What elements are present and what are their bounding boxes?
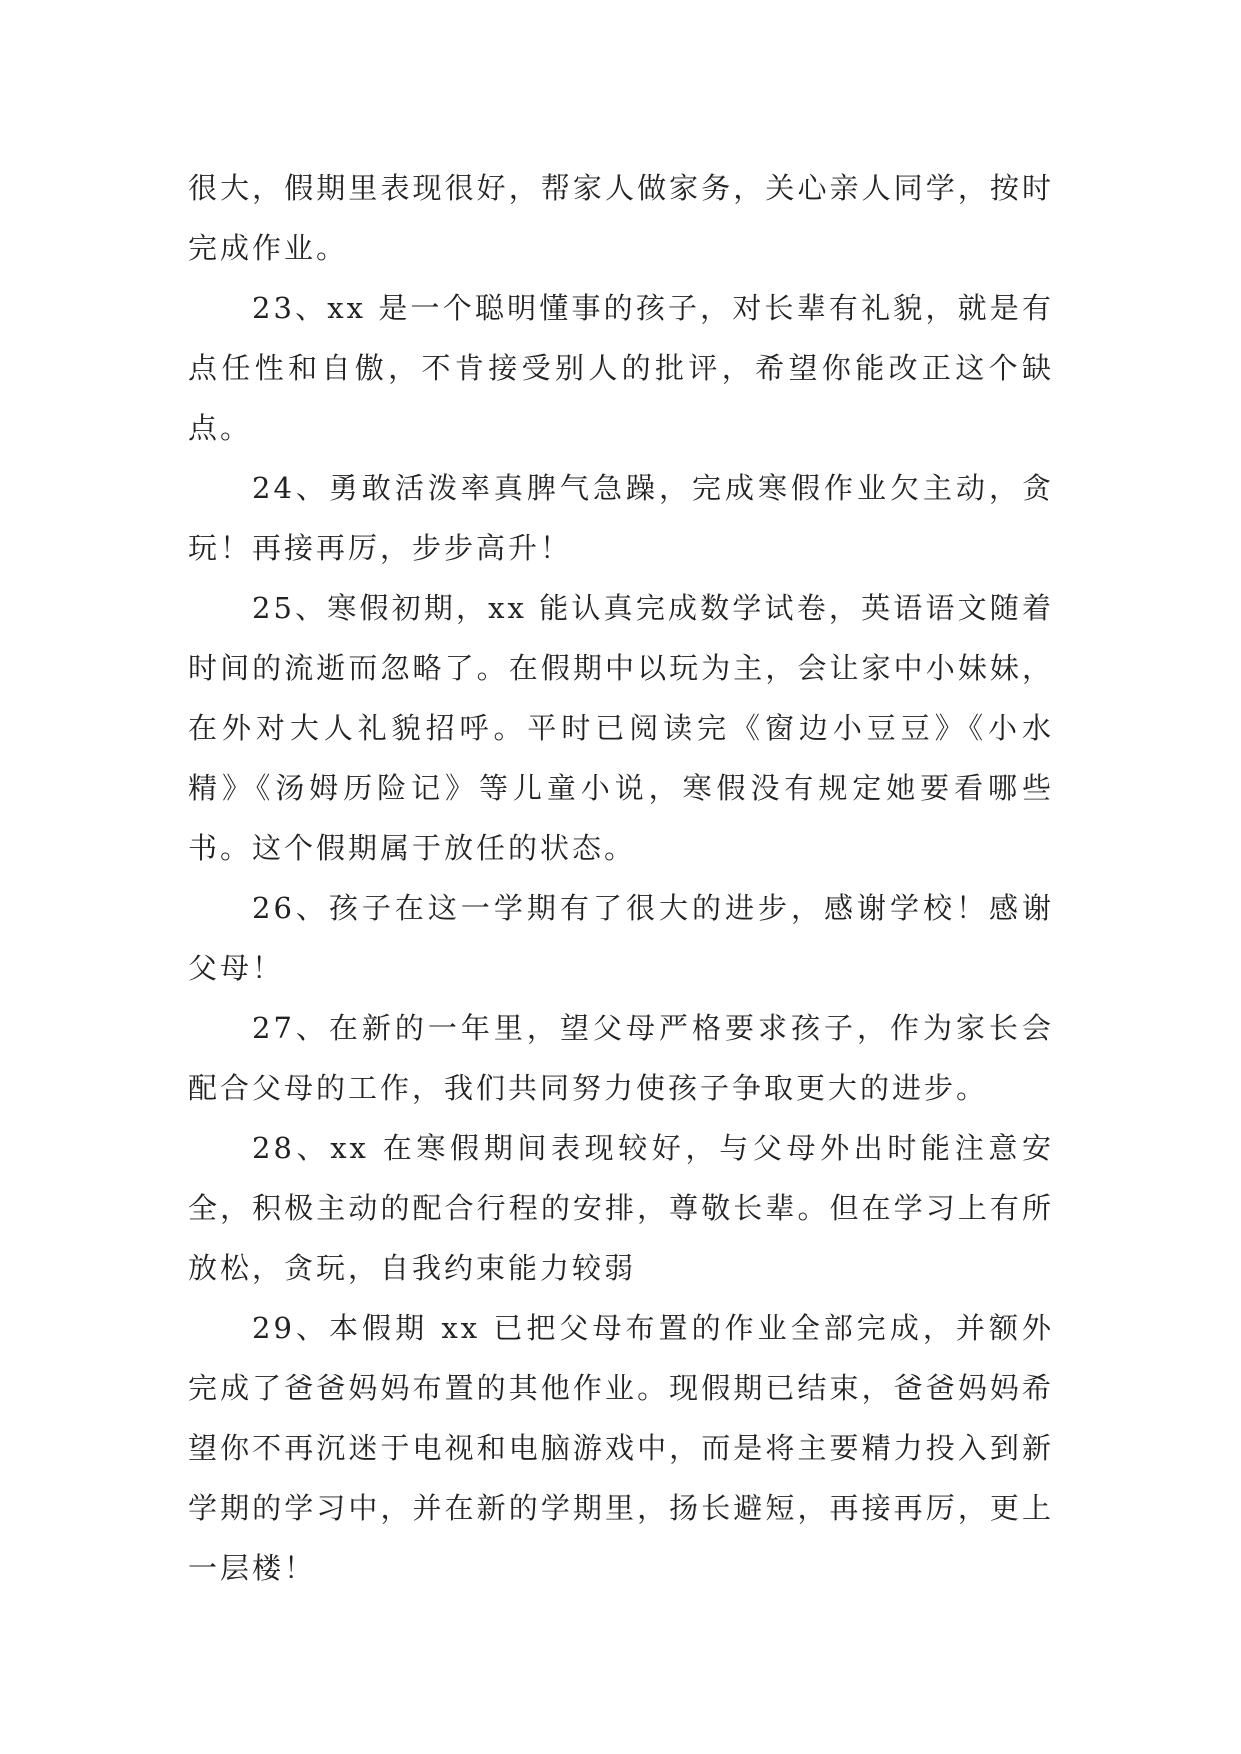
document-body [188, 158, 1054, 1598]
paragraph-28: 28、xx 在寒假期间表现较好，与父母外出时能注意安全，积极主动的配合行程的安排，尊敬长辈。但在学习上有所放松，贪玩，自我约束能力较弱 [188, 1131, 1054, 1285]
paragraph-continuation: 很大，假期里表现很好，帮家人做家务，关心亲人同学，按时完成作业。 [188, 171, 1054, 265]
paragraph-24: 24、勇敢活泼率真脾气急躁，完成寒假作业欠主动，贪玩！再接再厉，步步高升！ [188, 471, 1054, 565]
paragraph-29: 29、本假期 xx 已把父母布置的作业全部完成，并额外完成了爸爸妈妈布置的其他作业。现假期已结束，爸爸妈妈希望你不再沉迷于电视和电脑游戏中，而是将主要精力投入到新学期的学习中，并在新的学期里，扬长避短，再接再厉，更上一层楼！ [188, 1311, 1054, 1585]
paragraph-27: 27、在新的一年里，望父母严格要求孩子，作为家长会配合父母的工作，我们共同努力使孩子争取更大的进步。 [188, 1011, 1054, 1105]
paragraph-23: 23、xx 是一个聪明懂事的孩子，对长辈有礼貌，就是有点任性和自傲，不肯接受别人的批评，希望你能改正这个缺点。 [188, 291, 1054, 445]
paragraph-25: 25、寒假初期，xx 能认真完成数学试卷，英语语文随着时间的流逝而忽略了。在假期中以玩为主，会让家中小妹妹，在外对大人礼貌招呼。平时已阅读完《窗边小豆豆》《小水精》《汤姆历险记》等儿童小说，寒假没有规定她要看哪些书。这个假期属于放任的状态。 [188, 591, 1054, 865]
paragraph-26: 26、孩子在这一学期有了很大的进步，感谢学校！感谢父母！ [188, 891, 1054, 985]
